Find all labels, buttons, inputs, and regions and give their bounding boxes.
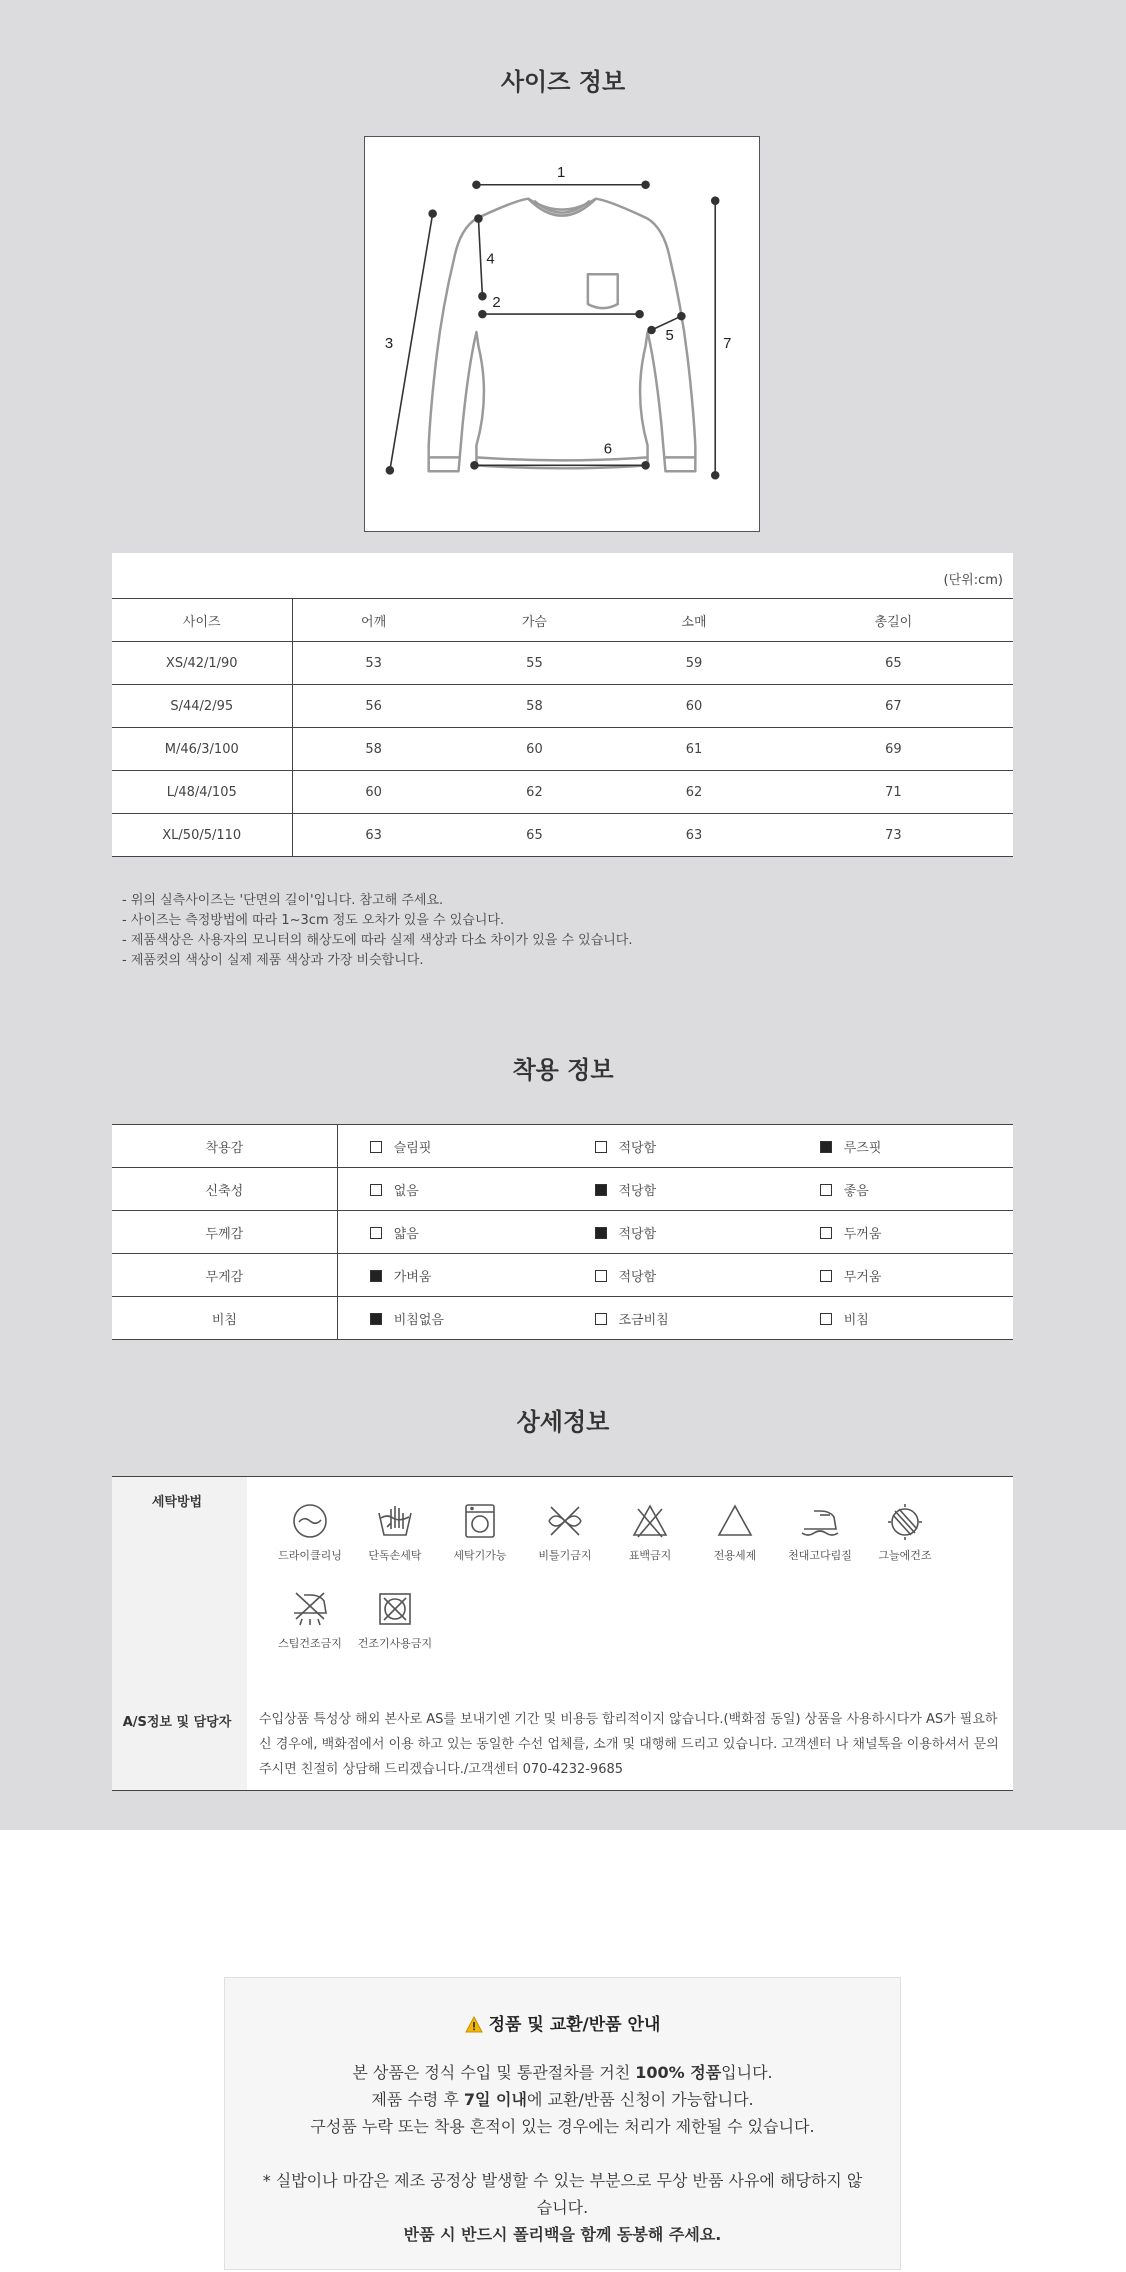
fit-option: [788, 1254, 1013, 1297]
cell-value: 56: [292, 685, 455, 728]
wash-item-label: 표백금지: [628, 1549, 672, 1562]
measure-label-7: 7: [723, 334, 732, 352]
cell-size: XS/42/1/90: [112, 642, 292, 685]
shade-dry-icon: [885, 1501, 925, 1541]
note-line: - 제품컷의 색상이 실제 제품 색상과 가장 비슷합니다.: [122, 953, 424, 968]
neutral-detergent-icon: [715, 1501, 755, 1541]
cell-size: XL/50/5/110: [112, 814, 292, 857]
wash-item: [606, 1501, 694, 1563]
fit-section-title: 착용 정보: [512, 1056, 614, 1084]
notice-bold-text: 100% 정품: [635, 2063, 722, 2082]
fit-option: [563, 1297, 788, 1340]
header-shoulder: 어깨: [292, 599, 455, 642]
size-table-box: [112, 553, 1013, 856]
checkbox-icon: [370, 1184, 382, 1196]
cell-value: 62: [614, 771, 774, 814]
size-section-title: 사이즈 정보: [500, 68, 626, 96]
measure-label-3: 3: [384, 334, 394, 352]
fit-option: [337, 1254, 562, 1297]
fit-option-label: 비침없음: [393, 1312, 444, 1328]
fit-option: [788, 1297, 1013, 1340]
dry-clean-icon: [290, 1501, 330, 1541]
cell-value: 60: [292, 771, 455, 814]
cell-value: 58: [292, 728, 455, 771]
notice-text: 본 상품은 정식 수입 및 통관절차를 거친: [352, 2063, 636, 2082]
checkbox-checked-icon: [370, 1313, 382, 1325]
cloth-iron-icon: [800, 1501, 840, 1541]
fit-option-label: 두꺼움: [843, 1226, 882, 1242]
measure-label-1: 1: [557, 163, 566, 181]
fit-option-label: 적당함: [618, 1269, 657, 1285]
wash-item-label: 전용세제: [713, 1549, 757, 1562]
size-notes: [122, 891, 633, 971]
checkbox-checked-icon: [820, 1141, 832, 1153]
wash-item: [351, 1501, 439, 1563]
checkbox-icon: [595, 1141, 607, 1153]
measure-label-5: 5: [665, 326, 674, 344]
wash-item-label: 드라이클리닝: [278, 1549, 342, 1562]
size-table-header: [112, 599, 1013, 642]
note-line: - 사이즈는 측정방법에 따라 1~3cm 정도 오차가 있을 수 있습니다.: [122, 913, 505, 928]
fit-option-label: 가벼움: [393, 1269, 432, 1285]
note-line: - 제품색상은 사용자의 모니터의 해상도에 따라 실제 색상과 다소 차이가 있을 수 있습니다.: [122, 933, 633, 948]
fit-row: [112, 1254, 1013, 1297]
notice-bold-text: 7일 이내: [463, 2090, 527, 2109]
checkbox-icon: [370, 1227, 382, 1239]
measure-label-4: 4: [486, 250, 495, 268]
return-notice-box: [224, 1977, 901, 2270]
notice-line-4: * 실밥이나 마감은 제조 공정상 발생할 수 있는 부분으로 무상 반품 사유에 해당하지 않습니다.: [262, 2171, 863, 2217]
checkbox-checked-icon: [595, 1227, 607, 1239]
fit-option-label: 적당함: [618, 1140, 657, 1156]
notice-line-1: [225, 2059, 900, 2086]
cell-value: 55: [455, 642, 615, 685]
size-table: [112, 598, 1013, 857]
wash-item: [436, 1501, 524, 1563]
cell-value: 73: [774, 814, 1013, 857]
fit-option: [563, 1254, 788, 1297]
cell-value: 69: [774, 728, 1013, 771]
notice-line-2: [225, 2086, 900, 2113]
as-info-text: 수입상품 특성상 해외 본사로 AS를 보내기엔 기간 및 비용등 합리적이지 않습니다.(백화점 동일) 상품을 사용하시다가 AS가 필요하신 경우에, 백화점에서 이용 하고 있는 동일한 수선 업체를, 소개 및 대행해 드리고 있습니다. 고객센터 나 채널톡을 이용하셔서 문의 주시면 친절히 상담해 드리겠습니다./고객센터 070-4232-9685: [259, 1712, 999, 1777]
fit-row-label: 신축성: [112, 1168, 337, 1211]
wash-item-label: 비틀기금지: [538, 1549, 592, 1562]
fit-row-label: 무게감: [112, 1254, 337, 1297]
cell-size: S/44/2/95: [112, 685, 292, 728]
checkbox-icon: [820, 1184, 832, 1196]
header-size: 사이즈: [112, 599, 292, 642]
header-sleeve: 소매: [614, 599, 774, 642]
notice-line-3: 구성품 누락 또는 착용 흔적이 있는 경우에는 처리가 제한될 수 있습니다.: [310, 2117, 815, 2136]
fit-option-label: 무거움: [843, 1269, 882, 1285]
fit-option: [563, 1211, 788, 1254]
detail-box: [112, 1476, 1013, 1791]
fit-option-label: 루즈핏: [843, 1140, 882, 1156]
cell-value: 62: [455, 771, 615, 814]
checkbox-icon: [370, 1141, 382, 1153]
table-row: [112, 685, 1013, 728]
fit-option-label: 얇음: [393, 1226, 419, 1242]
cell-value: 53: [292, 642, 455, 685]
cell-value: 61: [614, 728, 774, 771]
fit-option: [337, 1297, 562, 1340]
wash-item: [776, 1501, 864, 1563]
cell-value: 65: [455, 814, 615, 857]
note-line: - 위의 실측사이즈는 '단면의 길이'입니다. 참고해 주세요.: [122, 893, 444, 908]
wash-item-label: 건조기사용금지: [357, 1637, 433, 1650]
notice-text: 입니다.: [721, 2063, 773, 2082]
wash-item-label: 천대고다림질: [788, 1549, 852, 1562]
fit-row: [112, 1168, 1013, 1211]
wash-item: [691, 1501, 779, 1563]
fit-option: [563, 1125, 788, 1168]
notice-text: 제품 수령 후: [371, 2090, 464, 2109]
fit-option: [788, 1211, 1013, 1254]
fit-option: [337, 1168, 562, 1211]
fit-option-label: 비침: [843, 1312, 869, 1328]
cell-value: 65: [774, 642, 1013, 685]
fit-option-label: 슬림핏: [393, 1140, 432, 1156]
wash-item: [861, 1501, 949, 1563]
wash-item-label: 단독손세탁: [368, 1549, 422, 1562]
cell-value: 60: [614, 685, 774, 728]
as-info-label: A/S정보 및 담당자: [122, 1715, 232, 1730]
fit-option: [337, 1211, 562, 1254]
wash-method-label: 세탁방법: [151, 1495, 203, 1510]
fit-row-label: 두께감: [112, 1211, 337, 1254]
table-row: [112, 771, 1013, 814]
wash-item-label: 스팀건조금지: [278, 1637, 342, 1650]
tshirt-measure-diagram: [365, 137, 759, 531]
fit-option-label: 좋음: [843, 1183, 869, 1199]
machine-wash-icon: [460, 1501, 500, 1541]
wash-item: [521, 1501, 609, 1563]
notice-title-text: 정품 및 교환/반품 안내: [488, 2015, 661, 2035]
wash-item: [266, 1501, 354, 1563]
cell-size: M/46/3/100: [112, 728, 292, 771]
wash-item: [266, 1589, 354, 1651]
hand-wash-icon: [375, 1501, 415, 1541]
fit-row-label: 비침: [112, 1297, 337, 1340]
cell-value: 58: [455, 685, 615, 728]
fit-option: [788, 1125, 1013, 1168]
detail-label-column: [112, 1477, 247, 1790]
warning-icon: [465, 2016, 483, 2033]
checkbox-icon: [820, 1270, 832, 1282]
cell-value: 71: [774, 771, 1013, 814]
fit-option-label: 없음: [393, 1183, 419, 1199]
measure-label-6: 6: [603, 440, 613, 458]
checkbox-icon: [595, 1313, 607, 1325]
detail-section-title: 상세정보: [516, 1408, 610, 1436]
fit-option-label: 적당함: [618, 1226, 657, 1242]
fit-row: [112, 1297, 1013, 1340]
cell-value: 63: [614, 814, 774, 857]
cell-value: 60: [455, 728, 615, 771]
wash-item-label: 세탁기가능: [453, 1549, 507, 1562]
fit-option-label: 조금비침: [618, 1312, 669, 1328]
table-row: [112, 814, 1013, 857]
checkbox-icon: [820, 1313, 832, 1325]
notice-title: [225, 2010, 900, 2035]
fit-option: [337, 1125, 562, 1168]
fit-row: [112, 1211, 1013, 1254]
fit-row: [112, 1125, 1013, 1168]
fit-row-label: 착용감: [112, 1125, 337, 1168]
checkbox-icon: [820, 1227, 832, 1239]
size-diagram: [364, 136, 760, 532]
fit-option-label: 적당함: [618, 1183, 657, 1199]
checkbox-checked-icon: [595, 1184, 607, 1196]
no-steam-icon: [290, 1589, 330, 1629]
fit-option: [788, 1168, 1013, 1211]
cell-value: 59: [614, 642, 774, 685]
notice-line-5: 반품 시 반드시 폴리백을 함께 동봉해 주세요.: [403, 2225, 722, 2244]
no-wring-icon: [545, 1501, 585, 1541]
unit-label: (단위:cm): [943, 573, 1003, 588]
cell-value: 67: [774, 685, 1013, 728]
no-bleach-icon: [630, 1501, 670, 1541]
measure-label-2: 2: [492, 294, 501, 312]
checkbox-checked-icon: [370, 1270, 382, 1282]
header-length: 총길이: [774, 599, 1013, 642]
wash-item-label: 그늘에건조: [878, 1549, 932, 1562]
notice-text: 에 교환/반품 신청이 가능합니다.: [526, 2090, 754, 2109]
cell-value: 63: [292, 814, 455, 857]
checkbox-icon: [595, 1270, 607, 1282]
cell-size: L/48/4/105: [112, 771, 292, 814]
no-tumble-dry-icon: [375, 1589, 415, 1629]
header-chest: 가슴: [455, 599, 615, 642]
table-row: [112, 642, 1013, 685]
table-row: [112, 728, 1013, 771]
fit-option: [563, 1168, 788, 1211]
wash-item: [351, 1589, 439, 1651]
fit-table: [112, 1124, 1013, 1340]
